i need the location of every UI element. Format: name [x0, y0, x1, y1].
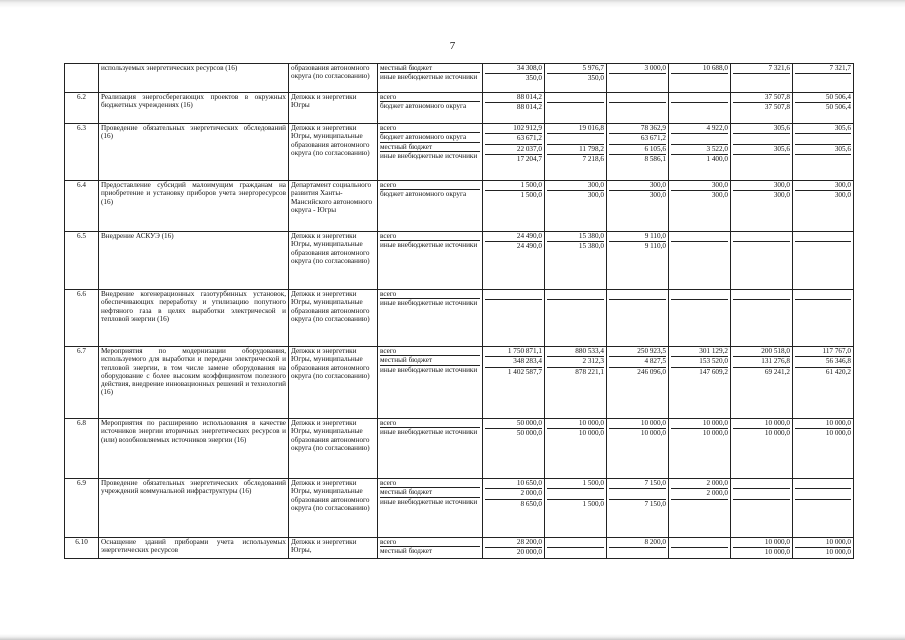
- amount-value: [733, 74, 790, 82]
- measure-name: Мероприятия по модернизации оборудования, используемого для выработки и передачи электрической и тепловой энергии, в том числе замене оборудования на оборудование с более высоким коэффициентом полезного действия, внедрение инновационных решений и технологий (16): [99, 347, 289, 419]
- responsible-executor: Депжкк и энергетики Югры, муниципальные образования автономного округа (по согласованию): [289, 479, 378, 538]
- amount-value: 78 362,9: [609, 124, 666, 134]
- amount-value: [485, 290, 542, 300]
- amount-cell: [545, 419, 607, 479]
- amount-value: 300,0: [609, 181, 666, 191]
- amount-value: 15 380,0: [578, 242, 604, 251]
- row-number: 6.5: [65, 232, 99, 290]
- amount-value: 10 000,0: [825, 429, 851, 438]
- amount-value: 5 976,7: [547, 64, 604, 74]
- amount-value: 10 000,0: [795, 538, 851, 548]
- responsible-executor: Депжкк и энергетики Югры: [289, 93, 378, 124]
- funding-sources-cell: [378, 93, 483, 124]
- amount-cell: [483, 290, 545, 347]
- amount-cell: [483, 124, 545, 181]
- measure-name: Внедрение когенерационных газотурбинных установок, обеспечивающих переработку и утилизацию попутного нефтяного газа в целях выработки электрической и тепловой энергии (16): [99, 290, 289, 347]
- amount-value: 2 000,0: [671, 489, 728, 499]
- table-row: [65, 347, 854, 419]
- amount-value: [547, 93, 604, 103]
- amount-value: 300,0: [834, 191, 851, 200]
- amount-value: 11 798,2: [547, 145, 604, 155]
- amount-value: 2 312,3: [547, 357, 604, 367]
- amount-value: [609, 489, 666, 499]
- amount-value: 37 507,8: [733, 93, 790, 103]
- amount-value: 34 308,0: [485, 64, 542, 74]
- amount-cell: [545, 64, 607, 93]
- amount-value: [671, 500, 728, 508]
- row-number: [65, 64, 99, 93]
- amount-value: 3 522,0: [671, 145, 728, 155]
- amount-value: 24 490,0: [485, 232, 542, 242]
- amount-value: 147 609,2: [699, 367, 728, 376]
- amount-value: 10 650,0: [485, 479, 542, 489]
- funding-source: иные внебюджетные источники: [380, 365, 478, 374]
- funding-sources-cell: [378, 290, 483, 347]
- amount-value: 2 000,0: [485, 489, 542, 499]
- measure-name: используемых энергетических ресурсов (16): [99, 64, 289, 93]
- funding-sources-cell: [378, 64, 483, 93]
- amount-value: [671, 93, 728, 103]
- amount-value: [795, 479, 851, 489]
- amount-value: 102 912,9: [485, 124, 542, 134]
- amount-value: [733, 489, 790, 499]
- amount-value: [671, 242, 728, 250]
- amount-value: 300,0: [671, 181, 728, 191]
- amount-value: [733, 155, 790, 163]
- amount-cell: [607, 64, 669, 93]
- amount-value: [795, 74, 851, 82]
- amount-value: [671, 103, 728, 111]
- amount-value: [733, 232, 790, 242]
- amount-value: 300,0: [795, 181, 851, 191]
- row-number: 6.9: [65, 479, 99, 538]
- amount-value: 7 150,0: [644, 499, 666, 508]
- amount-cell: [731, 64, 793, 93]
- amount-value: 250 923,5: [609, 347, 666, 357]
- amount-value: 8 650,0: [520, 499, 542, 508]
- amount-value: [671, 548, 728, 556]
- row-number: 6.8: [65, 419, 99, 479]
- amount-value: 301 129,2: [671, 347, 728, 357]
- responsible-executor: Депжкк и энергетики Югры, муниципальные образования автономного округа (по согласованию): [289, 232, 378, 290]
- funding-source: всего: [380, 479, 480, 488]
- funding-source: всего: [380, 124, 480, 133]
- amount-value: 2 000,0: [671, 479, 728, 489]
- amount-value: [547, 538, 604, 548]
- amount-cell: [483, 419, 545, 479]
- amount-value: 200 518,0: [733, 347, 790, 357]
- amount-cell: [483, 181, 545, 232]
- amount-cell: [545, 93, 607, 124]
- amount-value: 56 346,8: [795, 357, 851, 367]
- amount-value: 8 586,1: [644, 154, 666, 163]
- funding-source: всего: [380, 232, 480, 241]
- funding-source: бюджет автономного округа: [380, 102, 467, 111]
- funding-sources-cell: [378, 538, 483, 559]
- amount-value: 61 420,2: [825, 367, 851, 376]
- amount-cell: [607, 93, 669, 124]
- amount-cell: [607, 124, 669, 181]
- amount-value: 10 000,0: [702, 429, 728, 438]
- page-number: 7: [449, 40, 456, 52]
- funding-source: всего: [380, 419, 480, 428]
- amount-cell: [793, 93, 854, 124]
- amount-value: [547, 103, 604, 111]
- amount-value: [485, 300, 542, 308]
- amount-value: 300,0: [711, 191, 728, 200]
- scan-edge-bottom: [0, 634, 905, 640]
- amount-value: 24 490,0: [516, 242, 542, 251]
- amount-cell: [669, 290, 731, 347]
- amount-cell: [607, 419, 669, 479]
- amount-value: [547, 489, 604, 499]
- row-number: 6.2: [65, 93, 99, 124]
- table-row: [65, 479, 854, 538]
- amount-cell: [483, 93, 545, 124]
- amount-value: 348 283,4: [485, 357, 542, 367]
- amount-cell: [793, 419, 854, 479]
- amount-value: 10 000,0: [547, 419, 604, 429]
- amount-value: 63 671,2: [485, 134, 542, 144]
- amount-value: 10 000,0: [609, 419, 666, 429]
- table-row: [65, 419, 854, 479]
- amount-cell: [731, 419, 793, 479]
- amount-value: 10 000,0: [825, 548, 851, 557]
- amount-value: 153 520,0: [671, 357, 728, 367]
- funding-source: иные внебюджетные источники: [380, 151, 478, 160]
- amount-cell: [793, 538, 854, 559]
- amount-cell: [731, 124, 793, 181]
- table-row: [65, 232, 854, 290]
- measure-name: Мероприятия по расширению использования в качестве источников энергии вторичных энергетических ресурсов и (или) возобновляемых источников энергии (16): [99, 419, 289, 479]
- amount-value: [671, 232, 728, 242]
- amount-value: 131 276,8: [733, 357, 790, 367]
- amount-cell: [731, 347, 793, 419]
- amount-value: [795, 290, 851, 300]
- amount-value: [671, 290, 728, 300]
- amount-value: [547, 290, 604, 300]
- amount-value: 10 000,0: [733, 538, 790, 548]
- measure-name: Внедрение АСКУЭ (16): [99, 232, 289, 290]
- amount-value: 28 200,0: [485, 538, 542, 548]
- funding-source: местный бюджет: [380, 64, 480, 73]
- amount-cell: [669, 181, 731, 232]
- funding-sources-cell: [378, 347, 483, 419]
- amount-value: 4 827,5: [609, 357, 666, 367]
- amount-value: [733, 300, 790, 308]
- amount-value: 7 218,6: [582, 154, 604, 163]
- amount-value: 3 000,0: [609, 64, 666, 74]
- funding-source: иные внебюджетные источники: [380, 73, 478, 82]
- amount-cell: [793, 347, 854, 419]
- amount-value: 878 221,1: [575, 367, 604, 376]
- amount-value: [733, 290, 790, 300]
- responsible-executor: Депжкк и энергетики Югры, муниципальные образования автономного округа (по согласованию): [289, 419, 378, 479]
- amount-value: [609, 548, 666, 556]
- funding-sources-cell: [378, 124, 483, 181]
- funding-source: местный бюджет: [380, 547, 433, 556]
- funding-sources-cell: [378, 181, 483, 232]
- responsible-executor: Депжкк и энергетики Югры,: [289, 538, 378, 559]
- amount-cell: [793, 181, 854, 232]
- amount-value: 4 922,0: [671, 124, 728, 134]
- amount-cell: [545, 347, 607, 419]
- funding-source: местный бюджет: [380, 488, 480, 497]
- amount-value: 350,0: [587, 74, 604, 83]
- program-table: [64, 63, 854, 559]
- amount-value: 37 507,8: [764, 103, 790, 112]
- amount-value: [795, 500, 851, 508]
- amount-value: 1 400,0: [706, 154, 728, 163]
- amount-value: 10 000,0: [640, 429, 666, 438]
- table-row: [65, 64, 854, 93]
- amount-value: 50 000,0: [516, 429, 542, 438]
- amount-value: [671, 300, 728, 308]
- amount-value: 880 533,4: [547, 347, 604, 357]
- funding-source: бюджет автономного округа: [380, 190, 467, 199]
- amount-cell: [483, 347, 545, 419]
- funding-source: иные внебюджетные источники: [380, 428, 478, 437]
- amount-value: [795, 489, 851, 499]
- funding-source: иные внебюджетные источники: [380, 299, 478, 308]
- amount-value: [609, 290, 666, 300]
- amount-value: 6 105,6: [609, 145, 666, 155]
- table-row: [65, 538, 854, 559]
- amount-value: 305,6: [795, 124, 851, 134]
- responsible-executor: Депжкк и энергетики Югры, муниципальные образования автономного округа (по согласованию): [289, 124, 378, 181]
- amount-value: 300,0: [733, 181, 790, 191]
- amount-value: [671, 134, 728, 144]
- row-number: 6.6: [65, 290, 99, 347]
- amount-cell: [669, 232, 731, 290]
- responsible-executor: Департамент социального развития Ханты-Мансийского автономного округа - Югры: [289, 181, 378, 232]
- amount-value: 300,0: [587, 191, 604, 200]
- amount-cell: [731, 290, 793, 347]
- amount-cell: [731, 479, 793, 538]
- amount-value: 246 096,0: [637, 367, 666, 376]
- amount-value: 19 016,8: [547, 124, 604, 134]
- amount-value: 17 204,7: [516, 154, 542, 163]
- amount-value: 350,0: [525, 74, 542, 83]
- amount-value: 50 506,4: [795, 93, 851, 103]
- amount-value: 10 000,0: [764, 429, 790, 438]
- amount-value: [547, 300, 604, 308]
- funding-source: всего: [380, 181, 480, 190]
- amount-cell: [669, 64, 731, 93]
- funding-source: всего: [380, 347, 480, 356]
- amount-value: [795, 300, 851, 308]
- funding-source: всего: [380, 538, 480, 547]
- amount-cell: [545, 181, 607, 232]
- amount-value: [733, 134, 790, 144]
- amount-cell: [545, 232, 607, 290]
- amount-value: 305,6: [733, 124, 790, 134]
- amount-value: 10 000,0: [795, 419, 851, 429]
- amount-value: 1 750 871,1: [485, 347, 542, 357]
- table-row: [65, 181, 854, 232]
- amount-value: 10 688,0: [671, 64, 728, 74]
- measure-name: Реализация энергосберегающих проектов в окружных бюджетных учреждениях (16): [99, 93, 289, 124]
- table-row: [65, 93, 854, 124]
- table-row: [65, 124, 854, 181]
- amount-value: [733, 479, 790, 489]
- amount-value: 9 110,0: [609, 232, 666, 242]
- amount-value: [795, 155, 851, 163]
- amount-value: [547, 134, 604, 144]
- amount-value: 1 500,0: [547, 479, 604, 489]
- amount-value: [609, 300, 666, 308]
- amount-cell: [483, 479, 545, 538]
- funding-sources-cell: [378, 232, 483, 290]
- amount-value: 305,6: [733, 145, 790, 155]
- responsible-executor: Депжкк и энергетики Югры, муниципальные образования автономного округа (по согласованию): [289, 347, 378, 419]
- amount-value: 69 241,2: [764, 367, 790, 376]
- row-number: 6.3: [65, 124, 99, 181]
- table-body: [65, 64, 854, 559]
- amount-value: [795, 232, 851, 242]
- amount-value: 1 500,0: [582, 499, 604, 508]
- amount-cell: [607, 538, 669, 559]
- amount-cell: [607, 232, 669, 290]
- amount-cell: [793, 290, 854, 347]
- row-number: 6.7: [65, 347, 99, 419]
- amount-value: 1 402 587,7: [507, 367, 542, 376]
- amount-value: 8 200,0: [609, 538, 666, 548]
- amount-cell: [669, 479, 731, 538]
- amount-value: 7 150,0: [609, 479, 666, 489]
- amount-value: 10 000,0: [578, 429, 604, 438]
- amount-cell: [793, 64, 854, 93]
- measure-name: Оснащение зданий приборами учета используемых энергетических ресурсов: [99, 538, 289, 559]
- amount-cell: [793, 124, 854, 181]
- amount-cell: [793, 479, 854, 538]
- funding-source: всего: [380, 93, 480, 102]
- amount-cell: [731, 93, 793, 124]
- amount-cell: [483, 538, 545, 559]
- amount-value: 300,0: [773, 191, 790, 200]
- amount-value: 88 014,2: [485, 93, 542, 103]
- amount-value: 300,0: [649, 191, 666, 200]
- amount-value: [795, 242, 851, 250]
- amount-value: [609, 74, 666, 82]
- amount-cell: [731, 181, 793, 232]
- amount-cell: [669, 93, 731, 124]
- amount-value: [733, 242, 790, 250]
- amount-cell: [607, 181, 669, 232]
- amount-value: 9 110,0: [644, 242, 666, 251]
- amount-value: 10 000,0: [733, 419, 790, 429]
- amount-value: [609, 93, 666, 103]
- amount-value: [795, 134, 851, 144]
- amount-value: 117 767,0: [795, 347, 851, 357]
- row-number: 6.4: [65, 181, 99, 232]
- measure-name: Проведение обязательных энергетических обследований учреждений коммунальной инфраструктуры (16): [99, 479, 289, 538]
- scan-edge-top: [0, 0, 905, 8]
- amount-cell: [607, 479, 669, 538]
- amount-value: 7 321,7: [795, 64, 851, 74]
- amount-value: 22 037,0: [485, 145, 542, 155]
- amount-cell: [545, 290, 607, 347]
- amount-value: 10 000,0: [671, 419, 728, 429]
- amount-value: 50 506,4: [825, 103, 851, 112]
- amount-value: 15 380,0: [547, 232, 604, 242]
- amount-cell: [483, 232, 545, 290]
- amount-cell: [545, 479, 607, 538]
- funding-source: бюджет автономного округа: [380, 133, 480, 142]
- amount-value: 300,0: [547, 181, 604, 191]
- funding-sources-cell: [378, 479, 483, 538]
- amount-cell: [731, 538, 793, 559]
- amount-cell: [607, 290, 669, 347]
- amount-value: 20 000,0: [516, 548, 542, 557]
- amount-value: 50 000,0: [485, 419, 542, 429]
- amount-cell: [669, 347, 731, 419]
- amount-value: [547, 548, 604, 556]
- table-row: [65, 290, 854, 347]
- amount-value: 88 014,2: [516, 103, 542, 112]
- funding-source: иные внебюджетные источники: [380, 241, 478, 250]
- amount-cell: [669, 419, 731, 479]
- measure-name: Предоставление субсидий малоимущим гражданам на приобретение и установку приборов учета энергоресурсов (16): [99, 181, 289, 232]
- amount-cell: [669, 538, 731, 559]
- responsible-executor: Депжкк и энергетики Югры, муниципальные образования автономного округа (по согласованию): [289, 290, 378, 347]
- amount-value: [733, 500, 790, 508]
- amount-value: 305,6: [795, 145, 851, 155]
- amount-value: [609, 103, 666, 111]
- amount-value: [671, 74, 728, 82]
- amount-value: [671, 538, 728, 548]
- measure-name: Проведение обязательных энергетических обследований (16): [99, 124, 289, 181]
- responsible-executor: образования автономного округа (по согласованию): [289, 64, 378, 93]
- amount-cell: [607, 347, 669, 419]
- amount-value: 7 321,6: [733, 64, 790, 74]
- funding-source: местный бюджет: [380, 143, 480, 152]
- amount-value: 1 500,0: [485, 181, 542, 191]
- amount-value: 63 671,2: [609, 134, 666, 144]
- amount-cell: [545, 538, 607, 559]
- funding-source: местный бюджет: [380, 356, 480, 365]
- amount-value: 1 500,0: [520, 191, 542, 200]
- funding-source: всего: [380, 290, 480, 299]
- amount-cell: [545, 124, 607, 181]
- amount-cell: [483, 64, 545, 93]
- amount-value: 10 000,0: [764, 548, 790, 557]
- funding-sources-cell: [378, 419, 483, 479]
- funding-source: иные внебюджетные источники: [380, 497, 478, 506]
- row-number: 6.10: [65, 538, 99, 559]
- amount-cell: [669, 124, 731, 181]
- amount-cell: [731, 232, 793, 290]
- amount-cell: [793, 232, 854, 290]
